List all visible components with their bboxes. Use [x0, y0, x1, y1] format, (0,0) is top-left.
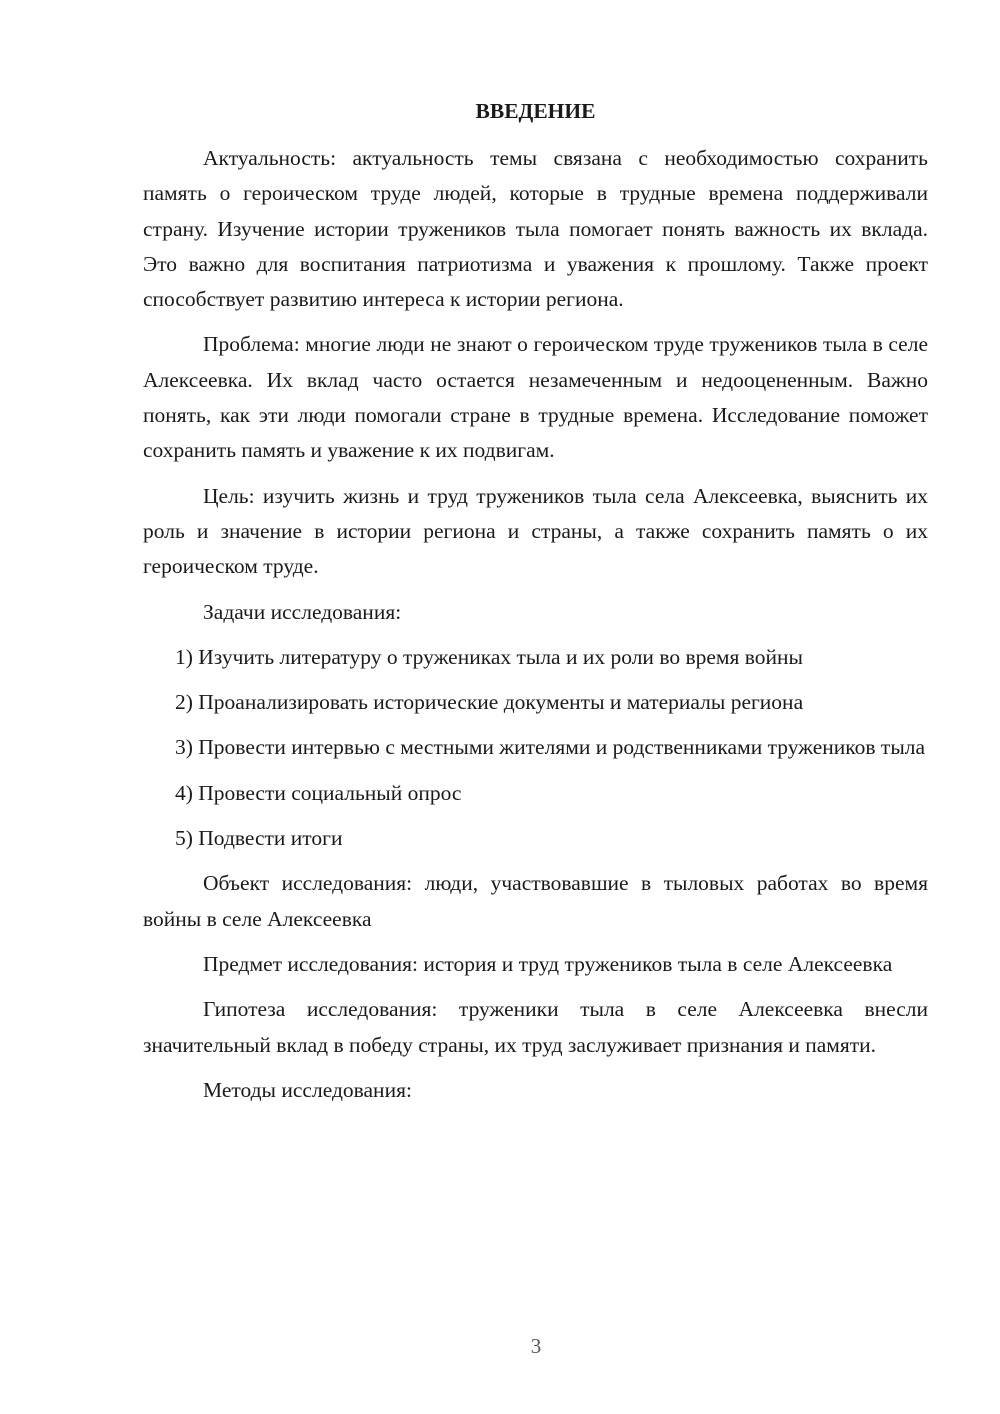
methods-title: Методы исследования:: [203, 1077, 412, 1102]
task-item: 3) Провести интервью с местными жителями и родственниками тружеников тыла: [175, 735, 926, 760]
task-item: 5) Подвести итоги: [175, 826, 343, 851]
goal-paragraph: Цель: изучить жизнь и труд тружеников тыла села Алексеевка, выяснить их роль и значение в истории региона и страны, а также сохранить память о их героическом труде.: [143, 483, 928, 579]
hypothesis-paragraph: Гипотеза исследования: труженики тыла в селе Алексеевка внесли значительный вклад в победу страны, их труд заслуживает признания и памяти.: [143, 997, 928, 1057]
object-paragraph: Объект исследования: люди, участвовавшие в тыловых работах во время войны в селе Алексеевка: [143, 871, 928, 931]
subject-paragraph: Предмет исследования: история и труд тружеников тыла в селе Алексеевка: [203, 951, 893, 976]
task-item: 4) Провести социальный опрос: [175, 780, 462, 805]
section-heading: ВВЕДЕНИЕ: [475, 99, 596, 123]
tasks-list: [143, 640, 928, 856]
task-item: 2) Проанализировать исторические документы и материалы региона: [175, 690, 804, 715]
page-number: 3: [530, 1334, 542, 1358]
tasks-title: Задачи исследования:: [203, 599, 402, 624]
page-content: [143, 94, 928, 1118]
relevance-paragraph: Актуальность: актуальность темы связана с необходимостью сохранить память о героическом труде людей, которые в трудные времена поддерживали страну. Изучение истории тружеников тыла помогает понять важность их вклада. Это важно для воспитания патриотизма и уважения к прошлому. Также проект способствует развитию интереса к истории региона.: [143, 146, 928, 312]
problem-paragraph: Проблема: многие люди не знают о героическом труде тружеников тыла в селе Алексеевка. Их вклад часто остается незамеченным и недооцененным. Важно понять, как эти люди помогали стране в трудные времена. Исследование поможет сохранить память и уважение к их подвигам.: [143, 332, 928, 463]
task-item: 1) Изучить литературу о тружениках тыла и их роли во время войны: [175, 644, 803, 669]
